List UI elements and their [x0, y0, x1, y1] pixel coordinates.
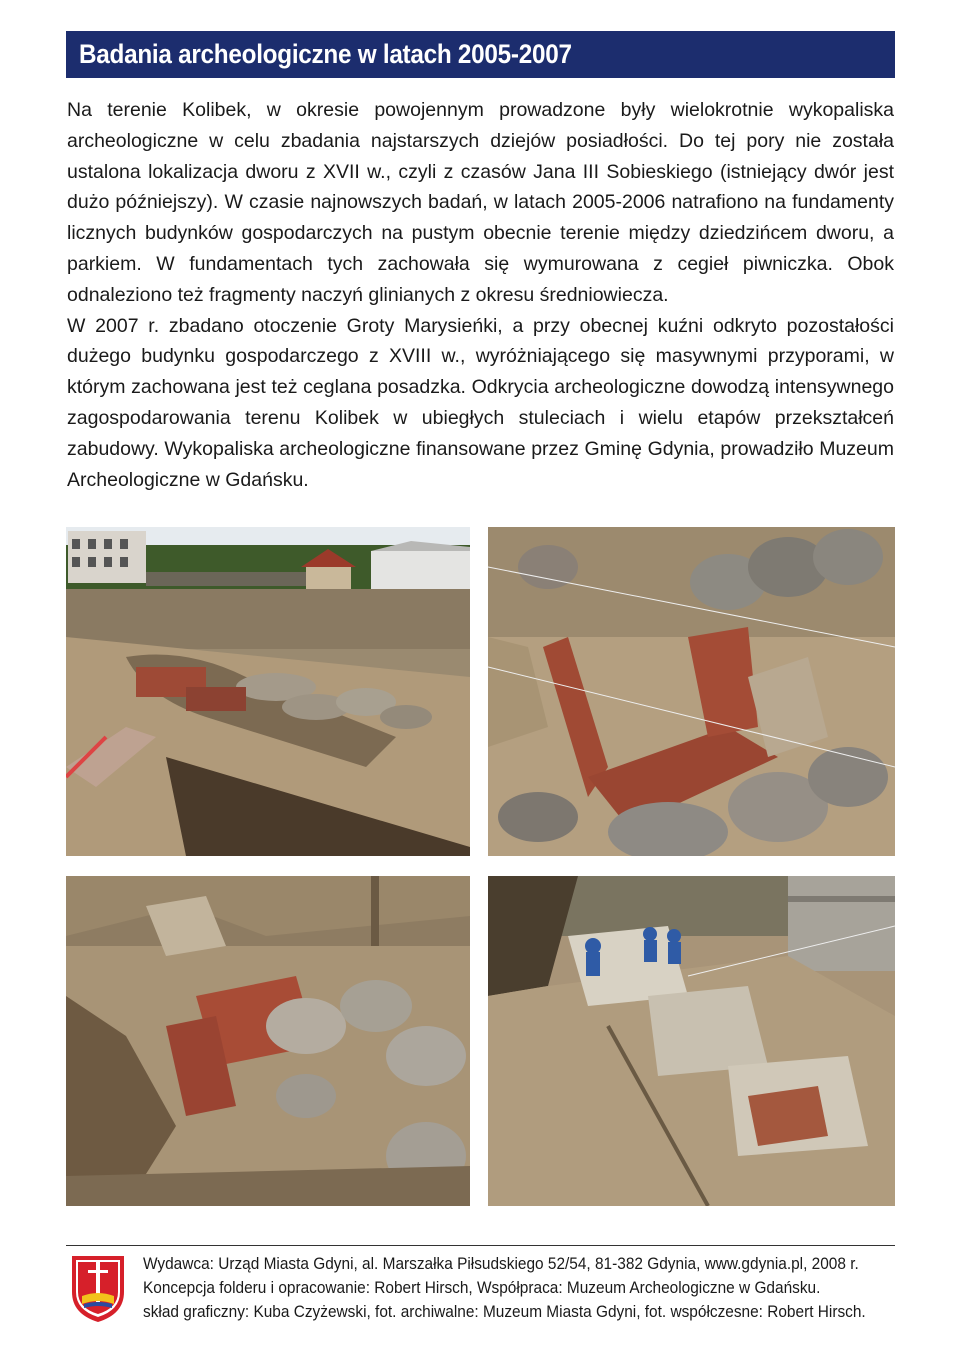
footer-line-concept: Koncepcja folderu i opracowanie: Robert Hirsch, Współpraca: Muzeum Archeologiczne w Gdańsku. [143, 1279, 821, 1297]
footer-line-design: skład graficzny: Kuba Czyżewski, fot. archiwalne: Muzeum Miasta Gdyni, fot. współczesne: Robert Hirsch. [143, 1303, 866, 1321]
photo-brick-cellar [488, 527, 895, 856]
body-text [67, 95, 894, 495]
paragraph-2: W 2007 r. zbadano otoczenie Groty Marysieńki, a przy obecnej kuźni odkryto pozostałości dużego budynku gospodarczego z XVIII w., wyróżniającego się masywnymi przyporami, w którym zachowana jest też ceglana posadzka. Odkrycia archeologiczne dowodzą intensywnego zagospodarowania terenu Kolibek w ubiegłych stuleciach i wielu etapów przekształceń zabudowy. Wykopaliska archeologiczne finansowane przez Gminę Gdynia, prowadziło Muzeum Archeologiczne w Gdańsku. [67, 314, 894, 491]
page-title: Badania archeologiczne w latach 2005-2007 [79, 39, 572, 69]
photo-excavation-site-buildings [66, 527, 470, 856]
footer-credits [143, 1252, 895, 1324]
gdynia-crest-icon [68, 1252, 128, 1324]
footer-line-publisher: Wydawca: Urząd Miasta Gdyni, al. Marszałka Piłsudskiego 52/54, 81-382 Gdynia, www.gdynia.pl, 2008 r. [143, 1255, 859, 1273]
title-bar [66, 31, 895, 78]
paragraph-1: Na terenie Kolibek, w okresie powojennym prowadzone były wielokrotnie wykopaliska archeologiczne w celu zbadania najstarszych dziejów posiadłości. Do tej pory nie została ustalona lokalizacja dworu z XVII w., czyli z czasów Jana III Sobieskiego (istniejący dwór jest dużo późniejszy). W czasie najnowszych badań, w latach 2005-2006 natrafiono na fundamenty licznych budynków gospodarczych na pustym obecnie terenie między dziedzińcem dworu, a parkiem. W fundamentach tych zachowała się wymurowana z cegieł piwniczka. Obok odnaleziono też fragmenty naczyń glinianych z okresu średniowiecza. [67, 99, 894, 306]
photo-brick-foundations [66, 876, 470, 1206]
photo-workers-excavation [488, 876, 895, 1206]
footer-divider [66, 1245, 895, 1246]
